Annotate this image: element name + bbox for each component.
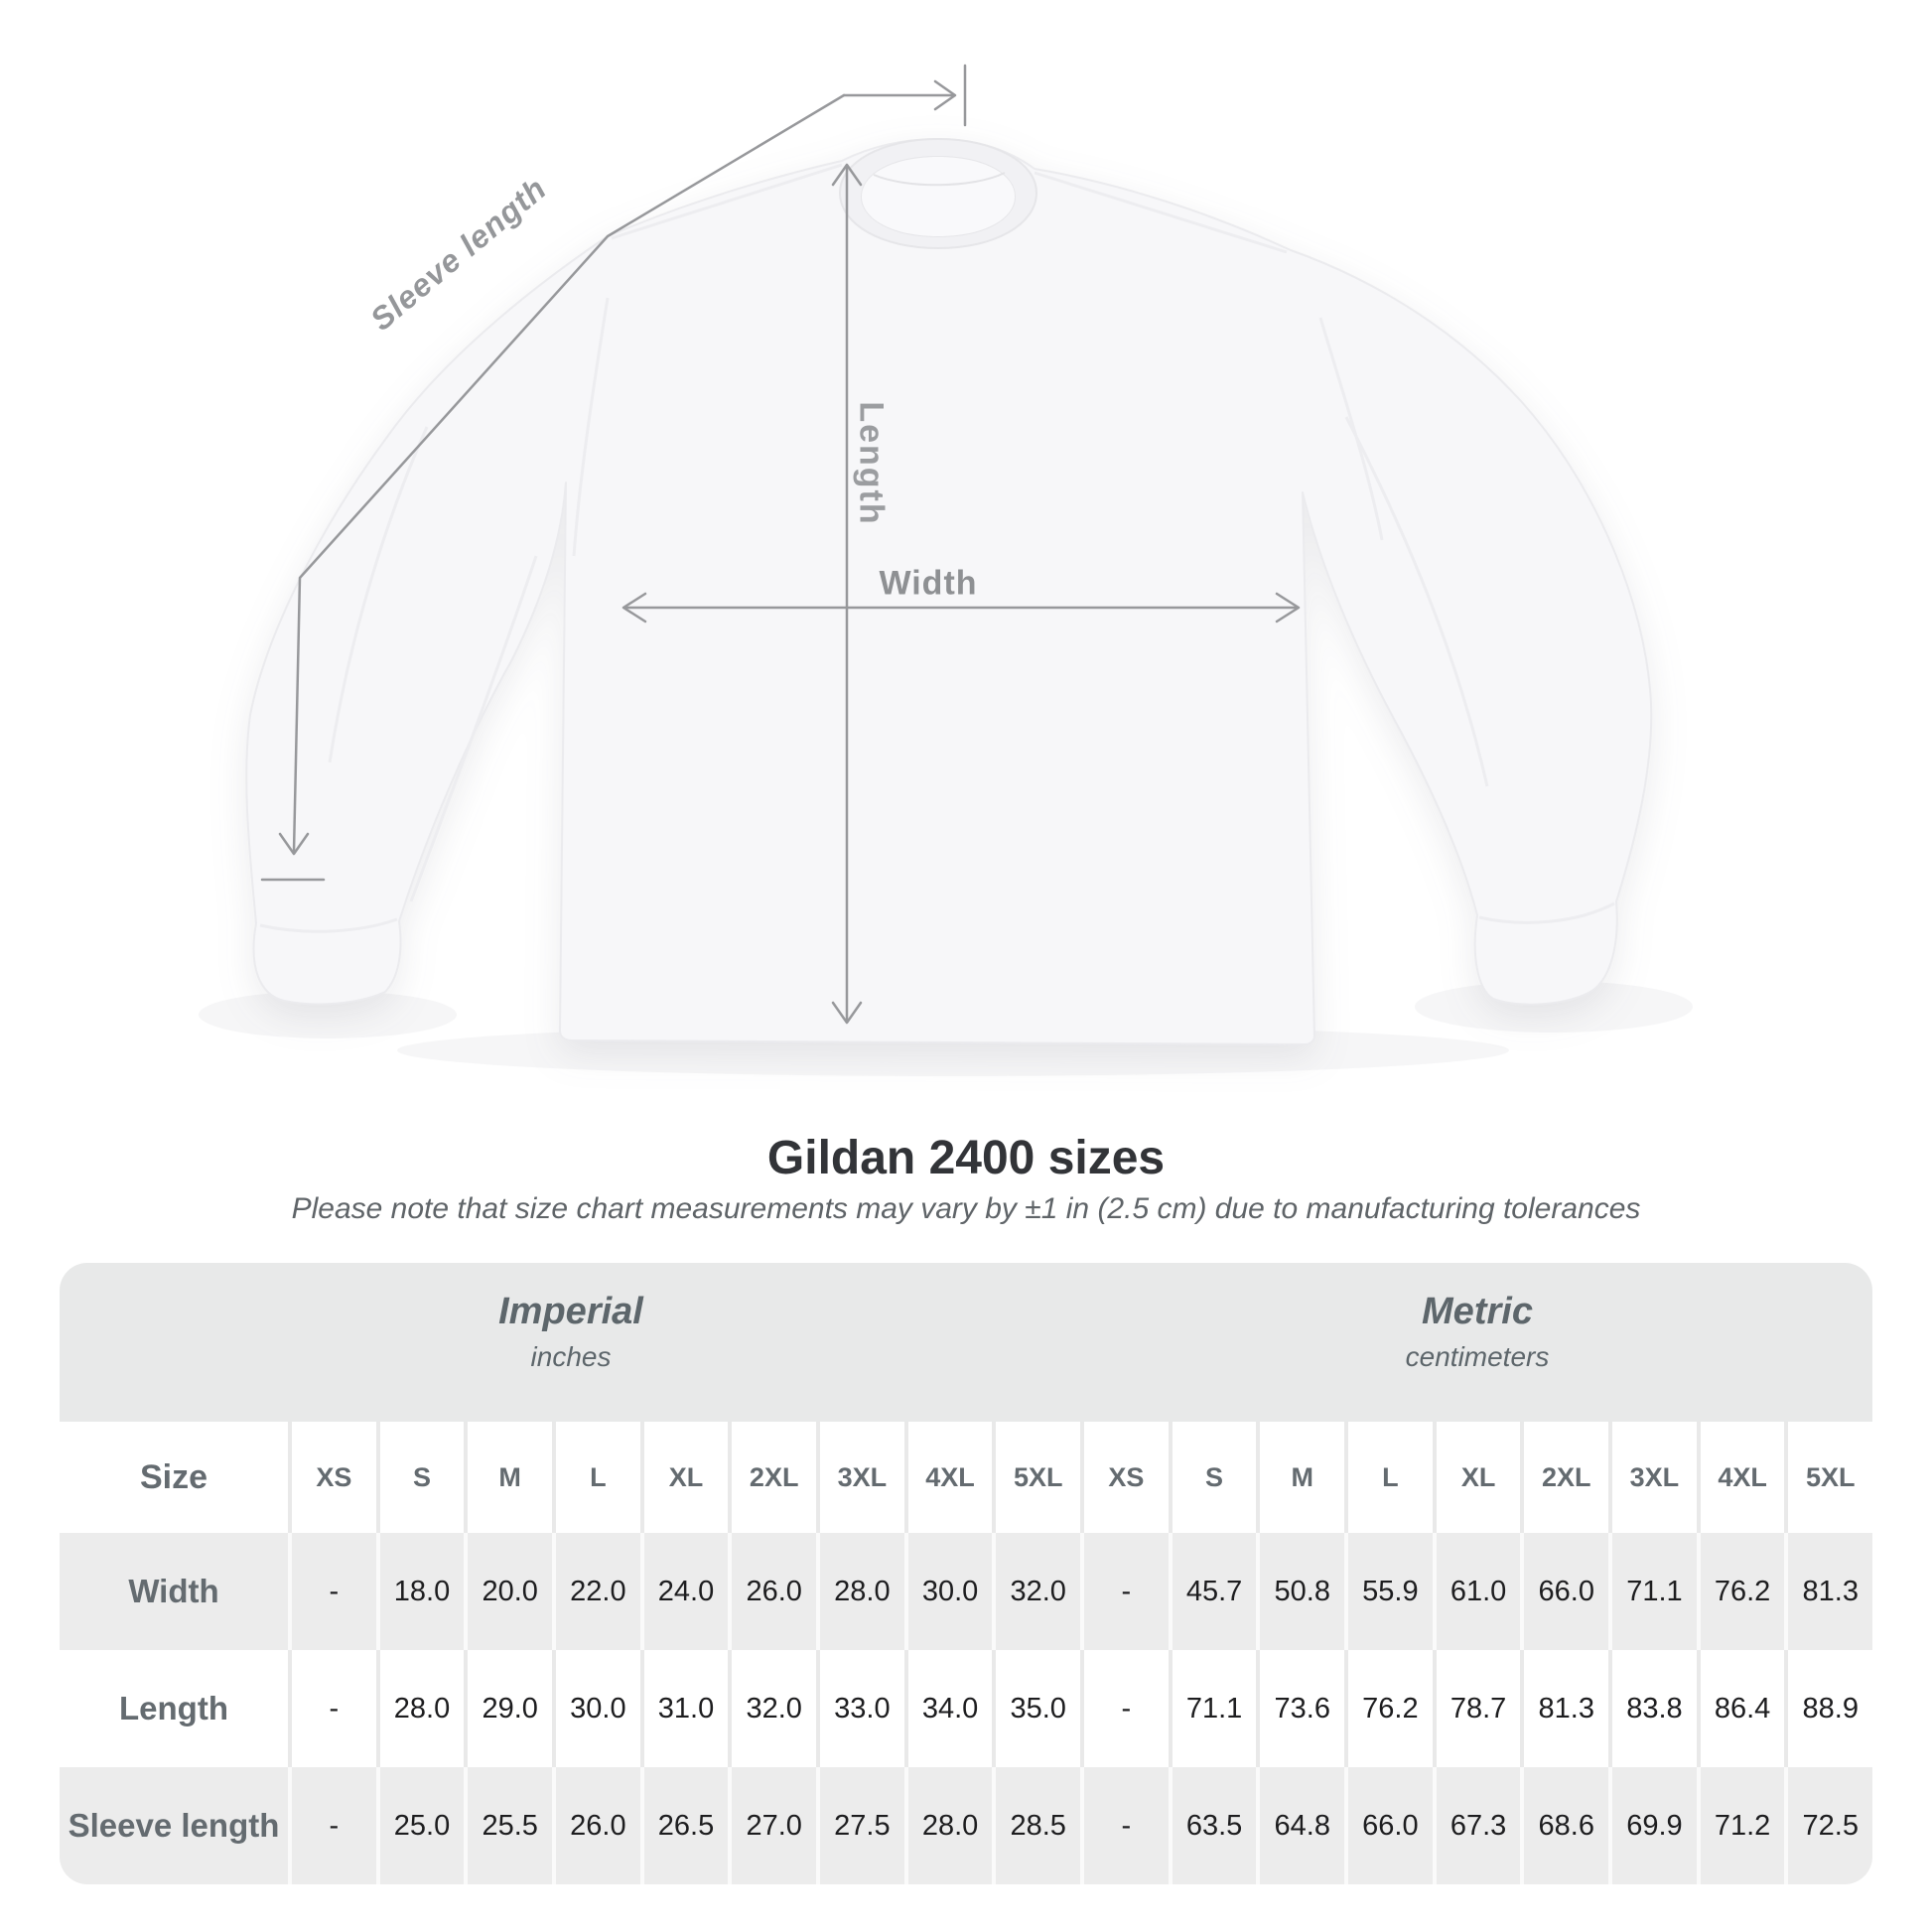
units-band (60, 1263, 1872, 1422)
imperial-title: Imperial (498, 1291, 643, 1332)
column-header: XL (1433, 1422, 1521, 1533)
imperial-header (60, 1263, 1082, 1422)
size-value-cell: 55.9 (1344, 1533, 1433, 1650)
size-value-cell: 26.0 (728, 1533, 816, 1650)
size-value-cell: 34.0 (904, 1650, 993, 1767)
size-value-cell: 28.5 (992, 1767, 1080, 1884)
shoulder-measure-line (844, 66, 965, 125)
size-value-cell: 63.5 (1169, 1767, 1257, 1884)
size-value-cell: 25.5 (464, 1767, 552, 1884)
size-value-cell: 30.0 (552, 1650, 640, 1767)
size-value-cell: 27.5 (816, 1767, 904, 1884)
size-value-cell: 86.4 (1697, 1650, 1785, 1767)
size-value-cell: 25.0 (376, 1767, 465, 1884)
size-value-cell: 76.2 (1697, 1533, 1785, 1650)
size-value-cell: 35.0 (992, 1650, 1080, 1767)
size-value-cell: 68.6 (1520, 1767, 1608, 1884)
size-value-cell: 71.1 (1169, 1650, 1257, 1767)
size-value-cell: 29.0 (464, 1650, 552, 1767)
size-value-cell: 76.2 (1344, 1650, 1433, 1767)
size-value-cell: 66.0 (1520, 1533, 1608, 1650)
tolerance-note: Please note that size chart measurements may vary by ±1 in (2.5 cm) due to manufacturing tolerances (291, 1192, 1641, 1225)
size-value-cell: 31.0 (640, 1650, 729, 1767)
size-value-cell: - (1080, 1533, 1169, 1650)
size-value-cell: - (288, 1767, 376, 1884)
size-value-cell: 83.8 (1608, 1650, 1697, 1767)
size-value-cell: 73.6 (1256, 1650, 1344, 1767)
sleeve-length-label: Sleeve length (363, 170, 554, 338)
row-label: Width (128, 1573, 219, 1609)
size-value-cell: - (1080, 1650, 1169, 1767)
column-header: 3XL (816, 1422, 904, 1533)
size-value-cell: 26.0 (552, 1767, 640, 1884)
metric-unit: centimeters (1405, 1340, 1550, 1372)
size-value-cell: 50.8 (1256, 1533, 1344, 1650)
column-header: 5XL (992, 1422, 1080, 1533)
size-value-cell: 81.3 (1784, 1533, 1872, 1650)
table-body (60, 1533, 1872, 1884)
column-header: 4XL (1697, 1422, 1785, 1533)
size-value-cell: 71.2 (1697, 1767, 1785, 1884)
page-title: Gildan 2400 sizes (766, 1132, 1166, 1184)
column-header: M (1256, 1422, 1344, 1533)
collar-opening (862, 157, 1015, 236)
table-row (60, 1533, 1872, 1650)
size-value-cell: 32.0 (992, 1533, 1080, 1650)
column-header: XS (1080, 1422, 1169, 1533)
size-value-cell: 22.0 (552, 1533, 640, 1650)
column-header: S (376, 1422, 465, 1533)
size-chart-card (60, 1263, 1872, 1884)
size-value-cell: 88.9 (1784, 1650, 1872, 1767)
imperial-unit: inches (530, 1340, 612, 1372)
size-value-cell: 69.9 (1608, 1767, 1697, 1884)
size-value-cell: - (1080, 1767, 1169, 1884)
size-value-cell: 66.0 (1344, 1767, 1433, 1884)
column-header: L (1344, 1422, 1433, 1533)
table-row (60, 1650, 1872, 1767)
column-header: 2XL (728, 1422, 816, 1533)
size-value-cell: 64.8 (1256, 1767, 1344, 1884)
size-value-cell: 71.1 (1608, 1533, 1697, 1650)
size-value-cell: 18.0 (376, 1533, 465, 1650)
column-header: 5XL (1784, 1422, 1872, 1533)
column-header: 4XL (904, 1422, 993, 1533)
table-header-row (60, 1422, 1872, 1533)
width-label: Width (879, 564, 978, 603)
column-header: XS (288, 1422, 376, 1533)
size-value-cell: 20.0 (464, 1533, 552, 1650)
column-header: L (552, 1422, 640, 1533)
column-header: 3XL (1608, 1422, 1697, 1533)
column-header: XL (640, 1422, 729, 1533)
size-value-cell: 78.7 (1433, 1650, 1521, 1767)
size-value-cell: 30.0 (904, 1533, 993, 1650)
size-value-cell: 32.0 (728, 1650, 816, 1767)
size-value-cell: 72.5 (1784, 1767, 1872, 1884)
column-header: M (464, 1422, 552, 1533)
column-header: S (1169, 1422, 1257, 1533)
length-label: Length (852, 401, 891, 526)
size-value-cell: 24.0 (640, 1533, 729, 1650)
size-value-cell: 28.0 (376, 1650, 465, 1767)
size-value-cell: 28.0 (904, 1767, 993, 1884)
size-corner-label: Size (139, 1457, 208, 1496)
metric-header (1082, 1263, 1872, 1422)
size-value-cell: - (288, 1533, 376, 1650)
size-value-cell: 26.5 (640, 1767, 729, 1884)
size-value-cell: 81.3 (1520, 1650, 1608, 1767)
size-value-cell: 61.0 (1433, 1533, 1521, 1650)
size-value-cell: 67.3 (1433, 1767, 1521, 1884)
row-label: Length (119, 1690, 228, 1726)
size-value-cell: - (288, 1650, 376, 1767)
size-value-cell: 28.0 (816, 1533, 904, 1650)
size-value-cell: 33.0 (816, 1650, 904, 1767)
size-value-cell: 45.7 (1169, 1533, 1257, 1650)
size-value-cell: 27.0 (728, 1767, 816, 1884)
row-label: Sleeve length (68, 1807, 280, 1844)
column-header: 2XL (1520, 1422, 1608, 1533)
table-row (60, 1767, 1872, 1884)
metric-title: Metric (1422, 1291, 1533, 1332)
